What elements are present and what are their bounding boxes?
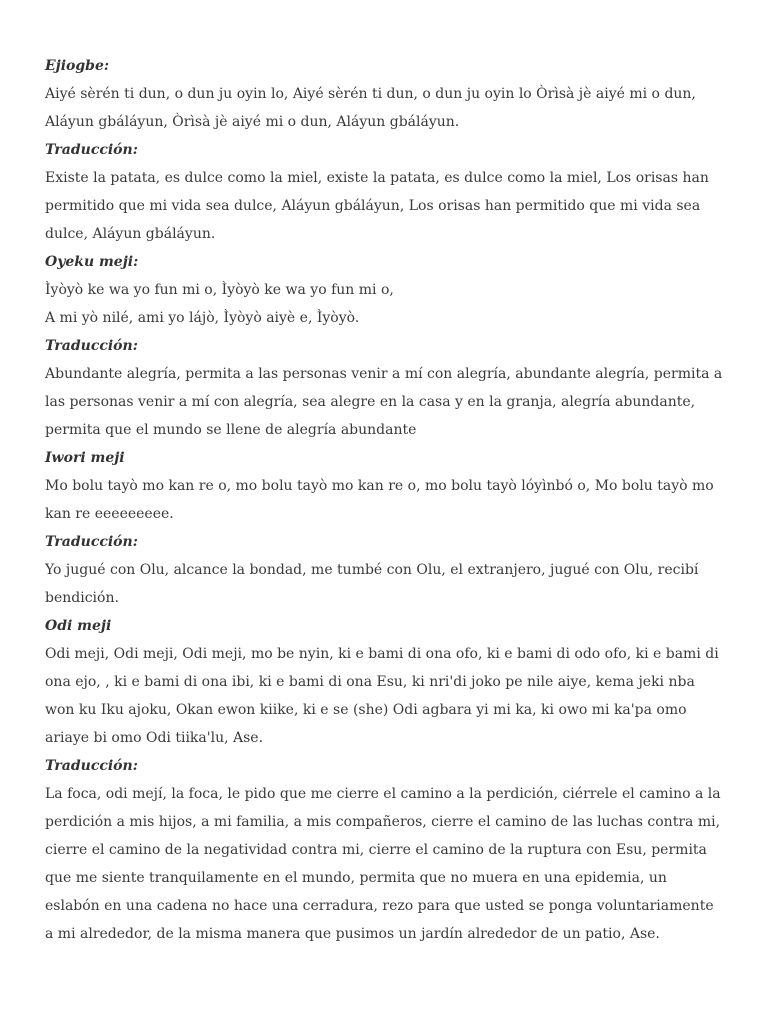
section-heading: Oyeku meji: [45, 254, 139, 270]
section-heading: Traducción: [45, 534, 138, 550]
section-heading: Traducción: [45, 142, 138, 158]
section-heading: Traducción: [45, 338, 138, 354]
section-translation-ejiogbe [45, 136, 725, 248]
section-paragraph: Yo jugué con Olu, alcance la bondad, me tumbé con Olu, el extranjero, jugué con Olu, recibí bendición. [45, 562, 699, 606]
section-iwori-meji [45, 444, 725, 528]
section-translation-odi [45, 752, 725, 948]
section-translation-oyeku [45, 332, 725, 444]
section-paragraph: Mo bolu tayò mo kan re o, mo bolu tayò mo kan re o, mo bolu tayò lóyìnbó o, Mo bolu tayò mo kan re eeeeeeeee. [45, 478, 714, 522]
section-translation-iwori [45, 528, 725, 612]
section-paragraph: A mi yò nilé, ami yo lájò, Ìyòyò aiyè e, Ìyòyò. [45, 310, 360, 326]
section-paragraph: Existe la patata, es dulce como la miel, existe la patata, es dulce como la miel, Los orisas han permitido que mi vida sea dulce, Aláyun gbáláyun, Los orisas han permitido que mi vida sea dulce, Aláyun gbáláyun. [45, 170, 709, 242]
section-heading: Traducción: [45, 758, 138, 774]
section-heading: Iwori meji [45, 450, 125, 466]
document-body [45, 52, 725, 948]
section-odi-meji [45, 612, 725, 752]
section-oyeku-meji [45, 248, 725, 332]
section-heading: Odi meji [45, 618, 112, 634]
section-paragraph: Aiyé sèrén ti dun, o dun ju oyin lo, Aiyé sèrén ti dun, o dun ju oyin lo Òrìsà jè aiyé mi o dun, Aláyun gbáláyun, Òrìsà jè aiyé mi o dun, Aláyun gbáláyun. [45, 86, 696, 130]
section-paragraph: Ìyòyò ke wa yo fun mi o, Ìyòyò ke wa yo fun mi o, [45, 282, 394, 298]
section-paragraph: Odi meji, Odi meji, Odi meji, mo be nyin, ki e bami di ona ofo, ki e bami di odo ofo, ki e bami di ona ejo, , ki e bami di ona ibi, ki e bami di ona Esu, ki nri'di joko pe nile aiye, kema jeki nba won ku Iku ajoku, Okan ewon kiike, ki e se (she) Odi agbara yi mi ka, ki owo mi ka'pa omo ariaye bi omo Odi tiika'lu, Ase. [45, 646, 719, 746]
section-heading: Ejiogbe: [45, 58, 110, 74]
section-paragraph: La foca, odi mejí, la foca, le pido que me cierre el camino a la perdición, ciérrele el camino a la perdición a mis hijos, a mi familia, a mis compañeros, cierre el camino de las luchas contra mi, cierre el camino de la negatividad contra mi, cierre el camino de la ruptura con Esu, permita que me siente tranquilamente en el mundo, permita que no muera en una epidemia, un eslabón en una cadena no hace una cerradura, rezo para que usted se ponga voluntariamente a mi alrededor, de la misma manera que pusimos un jardín alrededor de un patio, Ase. [45, 786, 721, 942]
section-ejiogbe [45, 52, 725, 136]
section-paragraph: Abundante alegría, permita a las personas venir a mí con alegría, abundante alegría, permita a las personas venir a mí con alegría, sea alegre en la casa y en la granja, alegría abundante, permita que el mundo se llene de alegría abundante [45, 366, 723, 438]
